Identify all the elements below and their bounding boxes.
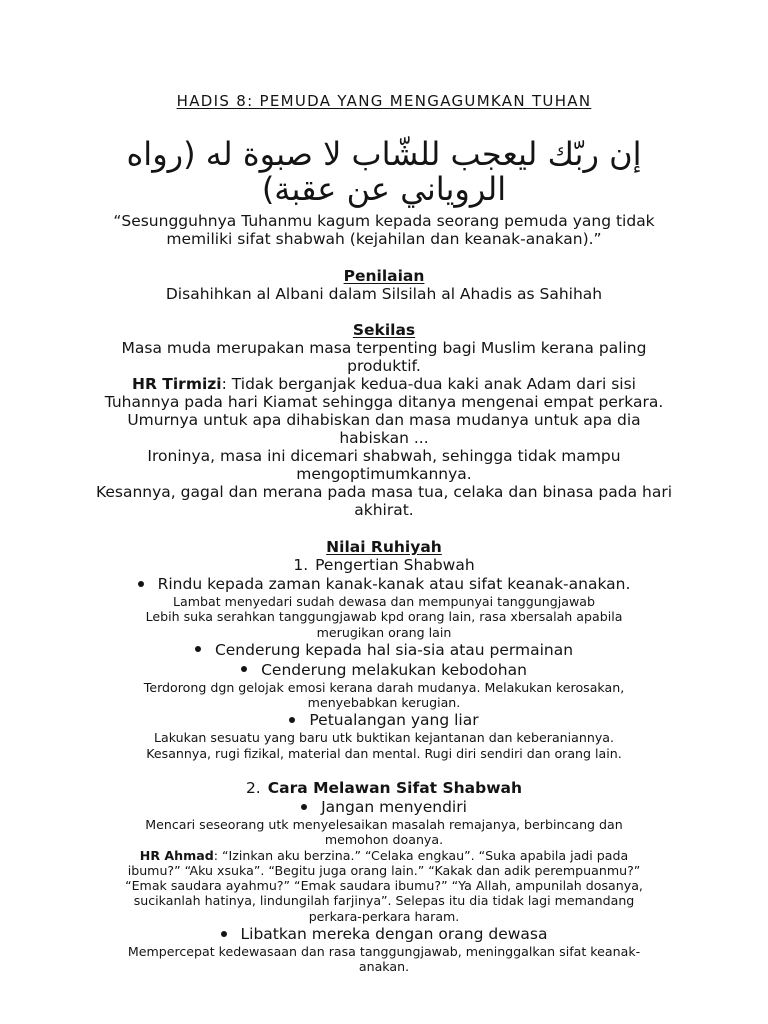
list-item-text: Cenderung kepada hal sia-sia atau permainan xyxy=(214,640,574,659)
sekilas-line: Kesannya, gagal dan merana pada masa tua, celaka dan binasa pada hari xyxy=(95,483,673,501)
list-item-text: Libatkan mereka dengan orang dewasa xyxy=(240,925,548,944)
translation-line: “Sesungguhnya Tuhanmu kagum kepada seorang pemuda yang tidak xyxy=(113,212,655,230)
list-item-text: Cenderung melakukan kebodohan xyxy=(261,660,527,679)
section-title-pengertian xyxy=(0,556,768,574)
section-title-text: Cara Melawan Sifat Shabwah xyxy=(267,779,523,797)
hadith-arabic-text xyxy=(0,137,768,207)
bullet-icon xyxy=(195,646,201,652)
bullet-icon xyxy=(289,717,295,723)
penilaian-text: Disahihkan al Albani dalam Silsilah al Ahadis as Sahihah xyxy=(165,285,603,303)
list-item-note: Lakukan sesuatu yang baru utk buktikan kejantanan dan keberaniannya. xyxy=(154,730,614,746)
tirmizi-hadith-line xyxy=(0,375,768,393)
bullet-icon xyxy=(301,804,307,810)
list-item-note: Kesannya, rugi fizikal, material dan mental. Rugi diri sendiri dan orang lain. xyxy=(146,745,622,761)
hadith-source-ahmad: HR Ahmad xyxy=(139,847,214,863)
ahmad-hadith-line: perkara-perkara haram. xyxy=(308,908,460,924)
arabic-line: إن ربّك ليعجب للشّاب لا صبوة له (رواه xyxy=(126,135,642,173)
list-item-note: Terdorong dgn gelojak emosi kerana darah mudanya. Melakukan kerosakan, xyxy=(143,679,625,695)
sekilas-line: habiskan ... xyxy=(339,429,429,447)
cara-melawan-section xyxy=(0,779,768,975)
hadith-text: : “Izinkan aku berzina.” “Celaka engkau”. “Suka apabila jadi pada xyxy=(213,847,629,863)
sekilas-line: produktif. xyxy=(347,357,421,375)
hadith-text: : Tidak berganjak kedua-dua kaki anak Adam dari sisi xyxy=(221,375,636,393)
sekilas-line: akhirat. xyxy=(354,501,414,519)
ahmad-hadith-line: sucikanlah hatinya, lindungilah farjinya”. Selepas itu dia tidak lagi memandang xyxy=(133,893,635,909)
list-item-note: Lambat menyedari sudah dewasa dan mempunyai tanggungjawab xyxy=(173,594,595,609)
bullet-icon xyxy=(241,666,247,672)
hadith-translation xyxy=(0,212,768,248)
list-item-note: Lebih suka serahkan tanggungjawab kpd orang lain, rasa xbersalah apabila xyxy=(145,609,623,625)
section-title-cara-melawan xyxy=(0,779,768,797)
sekilas-line: mengoptimumkannya. xyxy=(296,465,472,483)
list-item-note: Mencari seseorang utk menyelesaikan masalah remajanya, berbincang dan xyxy=(145,817,623,832)
hadith-source-tirmizi: HR Tirmizi xyxy=(131,375,222,393)
list-item xyxy=(0,797,768,817)
list-item xyxy=(0,924,768,944)
list-item-note: memohon doanya. xyxy=(324,832,444,848)
ahmad-hadith-line: “Emak saudara ayahmu?” “Emak saudara ibumu?” “Ya Allah, ampunilah dosanya, xyxy=(125,878,643,894)
arabic-line: الروياني عن عقبة) xyxy=(261,170,507,208)
list-item-text: Jangan menyendiri xyxy=(321,798,467,816)
sekilas-line: Ironinya, masa ini dicemari shabwah, sehingga tidak mampu xyxy=(147,447,621,465)
list-item xyxy=(0,574,768,594)
list-item-note: anakan. xyxy=(358,959,410,975)
list-item-note: menyebabkan kerugian. xyxy=(307,695,461,711)
bullet-icon xyxy=(138,581,144,587)
list-item xyxy=(0,660,768,680)
list-item xyxy=(0,640,768,660)
penilaian-section xyxy=(0,267,768,303)
nilai-ruhiyah-heading: Nilai Ruhiyah xyxy=(326,538,442,556)
title-block xyxy=(0,92,768,110)
sekilas-line: Umurnya untuk apa dihabiskan dan masa mudanya untuk apa dia xyxy=(127,411,641,429)
list-item-text: Rindu kepada zaman kanak-kanak atau sifat keanak-anakan. xyxy=(157,575,631,593)
nilai-ruhiyah-section xyxy=(0,538,768,761)
sekilas-section xyxy=(0,321,768,519)
list-item-note: merugikan orang lain xyxy=(316,624,452,640)
bullet-icon xyxy=(221,931,227,937)
list-item-note: Mempercepat kedewasaan dan rasa tanggungjawab, meninggalkan sifat keanak- xyxy=(127,944,641,960)
translation-line: memiliki sifat shabwah (kejahilan dan keanak-anakan).” xyxy=(166,230,602,248)
list-item xyxy=(0,710,768,730)
page-title: HADIS 8: PEMUDA YANG MENGAGUMKAN TUHAN xyxy=(176,92,592,110)
section-number: 2. xyxy=(245,779,261,797)
sekilas-line: Masa muda merupakan masa terpenting bagi Muslim kerana paling xyxy=(121,339,647,357)
ahmad-hadith-line xyxy=(0,848,768,863)
tirmizi-hadith-line: Tuhannya pada hari Kiamat sehingga ditanya mengenai empat perkara. xyxy=(104,393,664,411)
penilaian-heading: Penilaian xyxy=(343,267,425,285)
section-title-text: Pengertian Shabwah xyxy=(315,556,475,574)
sekilas-heading: Sekilas xyxy=(352,321,416,339)
list-item-text: Petualangan yang liar xyxy=(309,711,479,730)
ahmad-hadith-line: ibumu?” “Aku xsuka”. “Begitu juga orang lain.” “Kakak dan adik perempuanmu?” xyxy=(127,862,641,878)
section-number: 1. xyxy=(293,556,309,574)
